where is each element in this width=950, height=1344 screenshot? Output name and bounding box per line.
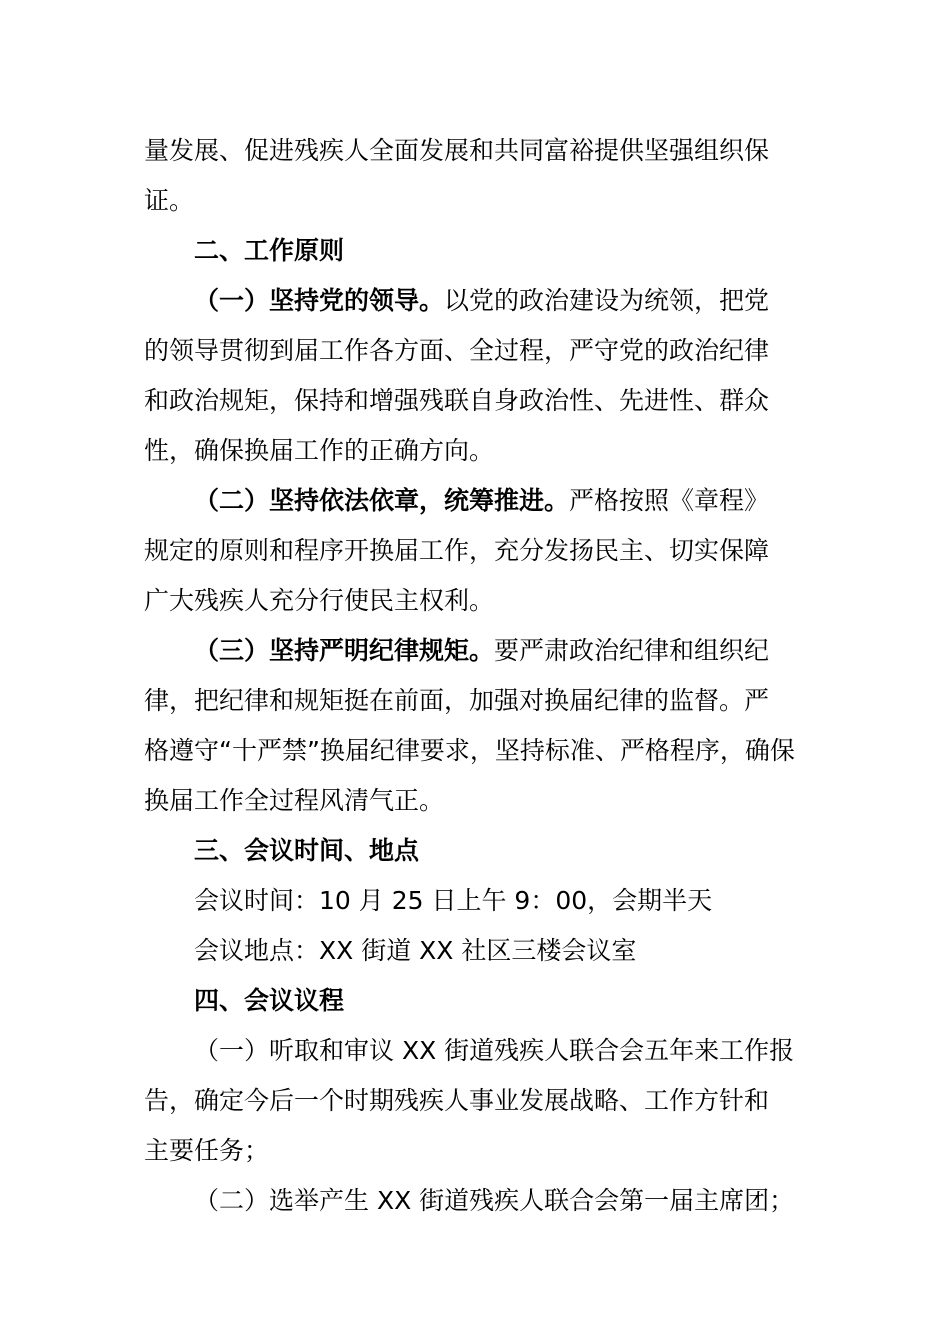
intro-line-1: 量发展、促进残疾人全面发展和共同富裕提供坚强组织保: [144, 136, 770, 165]
meeting-place: 会议地点：XX 街道 XX 社区三楼会议室: [194, 936, 637, 965]
principle-1-line-3: 和政治规矩，保持和增强残联自身政治性、先进性、群众: [144, 386, 770, 415]
principle-1-title: （一）坚持党的领导。: [194, 286, 445, 315]
principle-2-first-line: [194, 486, 769, 516]
agenda-item-1-line-2: 告，确定今后一个时期残疾人事业发展战略、工作方针和: [144, 1086, 770, 1115]
principle-1-first-line: [194, 286, 769, 316]
principle-2-line-3: 广大残疾人充分行使民主权利。: [144, 586, 495, 615]
principle-2-text: 严格按照《章程》: [569, 486, 770, 515]
principle-3-text: 要严肃政治纪律和组织纪: [494, 636, 770, 665]
principle-3-title: （三）坚持严明纪律规矩。: [194, 636, 495, 665]
principle-2-title: （二）坚持依法依章，统筹推进。: [194, 486, 570, 515]
principle-3-line-3: 格遵守“十严禁”换届纪律要求，坚持标准、严格程序，确保: [144, 736, 795, 765]
principle-1-text: 以党的政治建设为统领，把党: [444, 286, 770, 315]
principle-3-line-4: 换届工作全过程风清气正。: [144, 786, 445, 815]
section-2-heading: 二、工作原则: [194, 236, 345, 265]
section-3-heading: 三、会议时间、地点: [194, 836, 420, 865]
principle-1-line-2: 的领导贯彻到届工作各方面、全过程，严守党的政治纪律: [144, 336, 770, 365]
principle-3-first-line: [194, 636, 769, 666]
meeting-time: 会议时间：10 月 25 日上午 9：00，会期半天: [194, 886, 713, 915]
principle-1-line-4: 性，确保换届工作的正确方向。: [144, 436, 495, 465]
principle-3-line-2: 律，把纪律和规矩挺在前面，加强对换届纪律的监督。严: [144, 686, 770, 715]
agenda-item-1-line-3: 主要任务；: [144, 1136, 270, 1165]
section-4-heading: 四、会议议程: [194, 986, 345, 1015]
agenda-item-2-line-1: （二）选举产生 XX 街道残疾人联合会第一届主席团；: [194, 1186, 795, 1215]
intro-line-2: 证。: [144, 186, 195, 215]
agenda-item-1-line-1: （一）听取和审议 XX 街道残疾人联合会五年来工作报: [194, 1036, 795, 1065]
principle-2-line-2: 规定的原则和程序开换届工作，充分发扬民主、切实保障: [144, 536, 770, 565]
